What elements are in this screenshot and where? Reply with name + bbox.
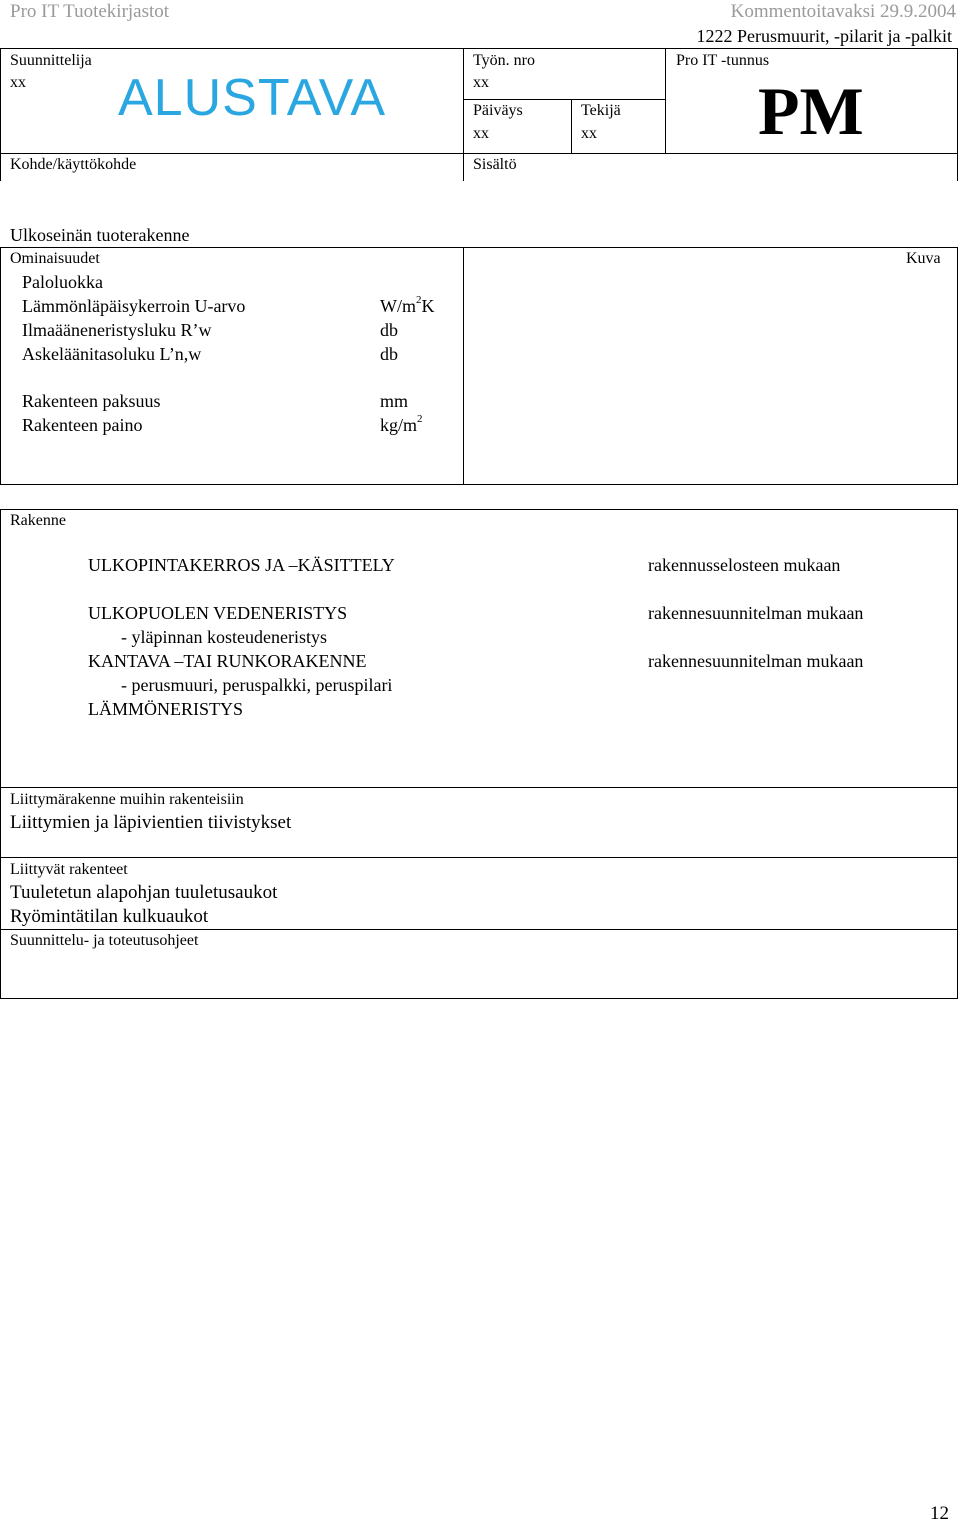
designer-value: xx <box>10 74 26 91</box>
product-title: 1222 Perusmuurit, -pilarit ja -palkit <box>696 26 952 46</box>
library-title: Pro IT Tuotekirjastot <box>10 1 170 22</box>
proit-code-label: Pro IT -tunnus <box>676 52 770 69</box>
note-outer-surface: rakennusselosteen mukaan <box>648 555 841 575</box>
layer-foundation-elements: - perusmuuri, peruspalkki, peruspilari <box>121 675 393 695</box>
note-waterproofing: rakennesuunnitelman mukaan <box>648 603 864 623</box>
property-impact-sound: Askeläänitasoluku L’n,w <box>22 344 202 364</box>
related-item: Ryömintätilan kulkuaukot <box>10 906 209 927</box>
work-no-label: Työn. nro <box>473 52 535 69</box>
author-label: Tekijä <box>581 102 621 119</box>
proit-code-value: PM <box>758 73 864 149</box>
date-label: Päiväys <box>473 102 523 119</box>
related-item: Tuuletetun alapohjan tuuletusaukot <box>10 882 278 903</box>
property-thickness: Rakenteen paksuus <box>22 391 161 411</box>
property-thickness-unit: mm <box>380 391 409 411</box>
target-label: Kohde/käyttökohde <box>10 156 137 173</box>
draft-watermark: ALUSTAVA <box>118 69 387 127</box>
guidance-heading: Suunnittelu- ja toteutusohjeet <box>10 932 199 949</box>
property-u-value-unit: $W/m^2K$ <box>380 294 435 316</box>
layer-outer-surface: ULKOPINTAKERROS JA –KÄSITTELY <box>88 555 395 575</box>
property-airborne-sound-unit: db <box>380 320 398 340</box>
layer-load-bearing: KANTAVA –TAI RUNKORAKENNE <box>88 651 367 671</box>
layer-thermal-insulation: LÄMMÖNERISTYS <box>88 699 244 719</box>
property-weight: Rakenteen paino <box>22 415 143 435</box>
joints-heading: Liittymärakenne muihin rakenteisiin <box>10 791 244 808</box>
structure-heading: Rakenne <box>10 512 66 529</box>
property-airborne-sound: Ilmaääneneristysluku R’w <box>22 320 212 340</box>
layer-moisture-insulation: - yläpinnan kosteudeneristys <box>121 627 327 647</box>
note-load-bearing: rakennesuunnitelman mukaan <box>648 651 864 671</box>
property-u-value: Lämmönläpäisykerroin U-arvo <box>22 296 246 316</box>
layer-waterproofing: ULKOPUOLEN VEDENERISTYS <box>88 603 348 623</box>
date-value: xx <box>473 125 489 142</box>
property-fire-class: Paloluokka <box>22 272 103 292</box>
section-title: Ulkoseinän tuoterakenne <box>10 225 190 245</box>
page-number: 12 <box>930 1503 949 1524</box>
author-value: xx <box>581 125 597 142</box>
joints-item: Liittymien ja läpivientien tiivistykset <box>10 812 292 833</box>
property-impact-sound-unit: db <box>380 344 398 364</box>
property-weight-unit: $kg/m^2$ <box>380 413 423 435</box>
image-label: Kuva <box>906 250 941 267</box>
designer-label: Suunnittelija <box>10 52 92 69</box>
properties-heading: Ominaisuudet <box>10 250 100 267</box>
work-no-value: xx <box>473 74 489 91</box>
content-label: Sisältö <box>473 156 517 173</box>
related-heading: Liittyvät rakenteet <box>10 861 128 878</box>
review-status: Kommentoitavaksi 29.9.2004 <box>730 1 956 22</box>
